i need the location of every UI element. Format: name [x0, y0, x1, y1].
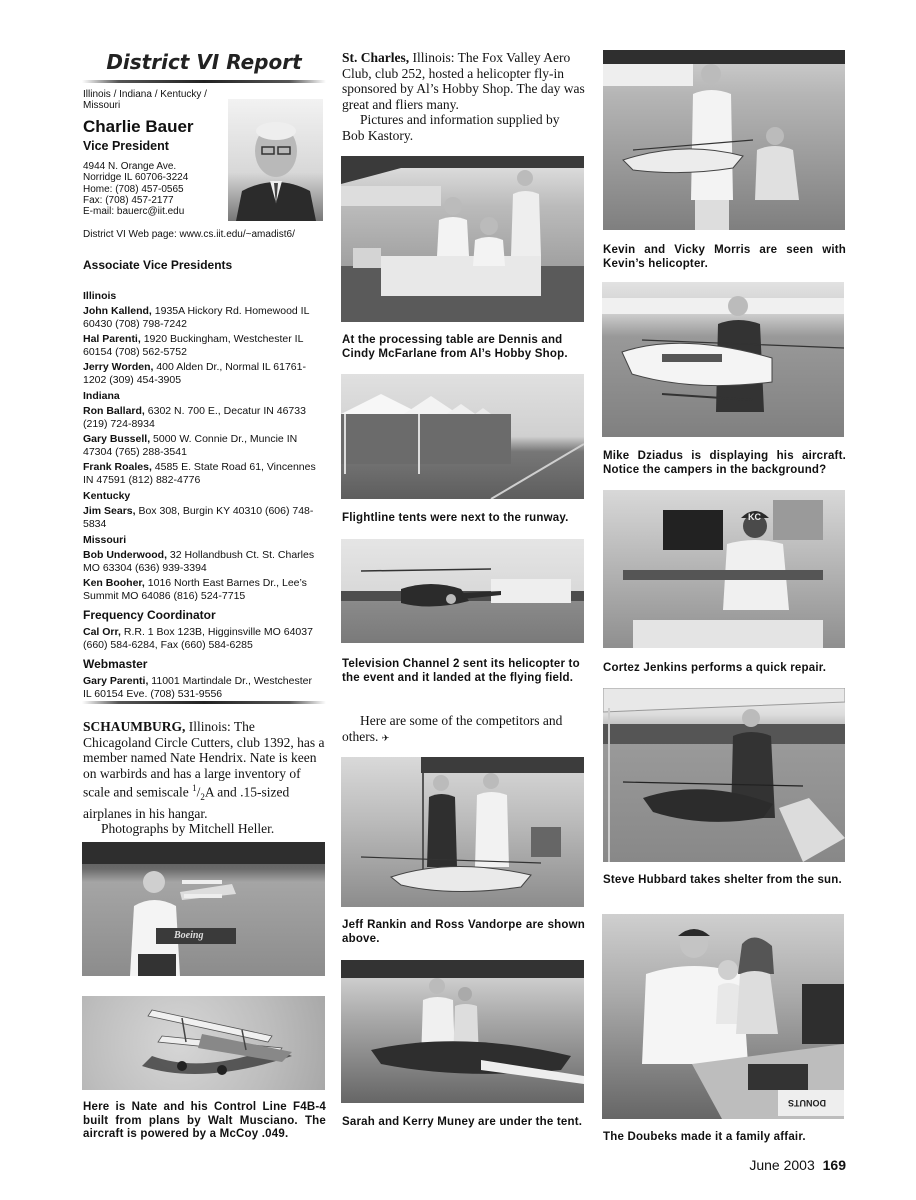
doubek-family-photo [602, 914, 844, 1119]
flightline-tents-photo [341, 374, 584, 499]
stcharles-article: St. Charles, Illinois: The Fox Valley Aero Club, club 252, hosted a helicopter fly-in sponsored by Al’s Hobby Shop. The day was great and fliers many. Pictures and information supplied by Bob Kastory. [342, 50, 585, 143]
vp-title: Vice President [83, 139, 169, 153]
assoc-entry: John Kallend, 1935A Hickory Rd. Homewood IL 60430 (708) 798-7242 [83, 305, 310, 330]
district-web-page[interactable]: District VI Web page: www.cs.iit.edu/~amadist6/ [83, 229, 295, 240]
state-illinois: Illinois [83, 290, 117, 302]
assoc-heading: Associate Vice Presidents [83, 258, 233, 272]
assoc-entry: Gary Bussell, 5000 W. Connie Dr., Muncie IN 47304 (765) 288-3541 [83, 433, 298, 458]
steve-hubbard-photo [603, 688, 845, 862]
nate-hendrix-photo [82, 842, 325, 976]
state-indiana: Indiana [83, 390, 120, 402]
assoc-entry: Jerry Worden, 400 Alden Dr., Normal IL 61761-1202 (309) 454-3905 [83, 361, 306, 386]
page-number: 169 [822, 1157, 846, 1173]
schaumburg-credit: Photographs by Mitchell Heller. [101, 821, 275, 837]
assoc-entry: Bob Underwood, 32 Hollandbush Ct. St. Charles MO 63304 (636) 939-3394 [83, 549, 315, 574]
issue-date: June 2003 [749, 1157, 815, 1173]
caption-steve: Steve Hubbard takes shelter from the sun. [603, 874, 842, 886]
vp-address-line1: 4944 N. Orange Ave. [83, 161, 177, 172]
caption-cortez: Cortez Jenkins performs a quick repair. [603, 662, 827, 674]
sidebar-bottom-rule [82, 701, 326, 704]
vp-address-line2: Norridge IL 60706-3224 [83, 172, 189, 184]
caption-sarah: Sarah and Kerry Muney are under the tent. [342, 1116, 583, 1128]
caption-doubek: The Doubeks made it a family affair. [603, 1131, 806, 1143]
vp-home-phone: Home: (708) 457-0565 [83, 183, 184, 195]
tv-helicopter-photo [341, 539, 584, 643]
page-footer [700, 1157, 846, 1173]
jeff-ross-photo [341, 757, 584, 907]
webmaster-heading: Webmaster [83, 657, 148, 671]
mike-dziadus-photo [602, 282, 844, 437]
state-kentucky: Kentucky [83, 490, 131, 502]
assoc-entry: Ken Booher, 1016 North East Barnes Dr., Lee’s Summit MO 64086 (816) 524-7715 [83, 577, 307, 602]
competitors-intro: Here are some of the competitors and others. ✈ [342, 713, 563, 744]
vp-portrait-photo [228, 99, 323, 221]
caption-jeff: Jeff Rankin and Ross Vandorpe are shown above. [342, 919, 585, 945]
caption-processing: At the processing table are Dennis and Cindy McFarlane from Al’s Hobby Shop. [342, 334, 568, 360]
caption-flightline: Flightline tents were next to the runway. [342, 512, 569, 524]
biplane-photo [82, 996, 325, 1090]
schaumburg-lead: SCHAUMBURG, [83, 719, 186, 734]
stcharles-credit: Pictures and information supplied by Bob Kastory. [342, 112, 560, 143]
vp-name: Charlie Bauer [83, 117, 194, 136]
vp-fax: Fax: (708) 457-2177 [83, 194, 174, 206]
cap-logo-letters: KC [748, 512, 761, 522]
webmaster-entry: Gary Parenti, 11001 Martindale Dr., Westchester IL 60154 Eve. (708) 531-9556 [83, 675, 312, 700]
stcharles-lead: St. Charles, [342, 50, 410, 65]
associate-vp-list [83, 252, 323, 703]
end-mark-icon: ✈ [381, 732, 390, 743]
district-states: Illinois / Indiana / Kentucky / Missouri [83, 89, 207, 111]
processing-table-photo [341, 156, 584, 322]
frequency-coordinator-entry: Cal Orr, R.R. 1 Box 123B, Higginsville MO 64037 (660) 584-6284, Fax (660) 584-6285 [83, 626, 313, 651]
assoc-entry: Hal Parenti, 1920 Buckingham, Westchester IL 60154 (708) 562-5752 [83, 333, 304, 358]
assoc-entry: Ron Ballard, 6302 N. 700 E., Decatur IN 46733 (219) 724-8934 [83, 405, 306, 430]
assoc-entry: Jim Sears, Box 308, Burgin KY 40310 (606) 748-5834 [83, 505, 314, 530]
assoc-entry: Frank Roales, 4585 E. State Road 61, Vincennes IN 47591 (812) 882-4776 [83, 461, 316, 486]
state-missouri: Missouri [83, 534, 127, 546]
caption-kevin: Kevin and Vicky Morris are seen with Kevin’s helicopter. [603, 244, 846, 270]
boeing-box-label: Boeing [174, 930, 204, 941]
vp-contact [83, 161, 228, 217]
caption-nate: Here is Nate and his Control Line F4B-4 built from plans by Walt Musciano. The aircraft is powered by a McCoy .049. [83, 1101, 326, 1140]
schaumburg-article: SCHAUMBURG, Illinois: The Chicagoland Circle Cutters, club 1392, has a member named Nate Hendrix. Nate is keen on warbirds and has a large inventory of scale and semiscale $^1/_2A$ and .15-sized airplanes in his hangar. Photographs by Mitchell Heller. [83, 719, 325, 837]
caption-tv: Television Channel 2 sent its helicopter to the event and it landed at the flying field. [342, 658, 580, 684]
caption-mike: Mike Dziadus is displaying his aircraft. Notice the campers in the background? [603, 450, 846, 476]
vp-email[interactable]: E-mail: bauerc@iit.edu [83, 206, 185, 218]
frequency-coordinator-heading: Frequency Coordinator [83, 608, 216, 622]
sarah-kerry-photo [341, 960, 584, 1103]
kevin-vicky-photo [603, 50, 845, 230]
cortez-jenkins-photo [603, 490, 845, 648]
title-rule [82, 80, 326, 83]
donuts-sign-text: DONUTS [788, 1098, 826, 1108]
report-title: District VI Report [106, 50, 302, 74]
